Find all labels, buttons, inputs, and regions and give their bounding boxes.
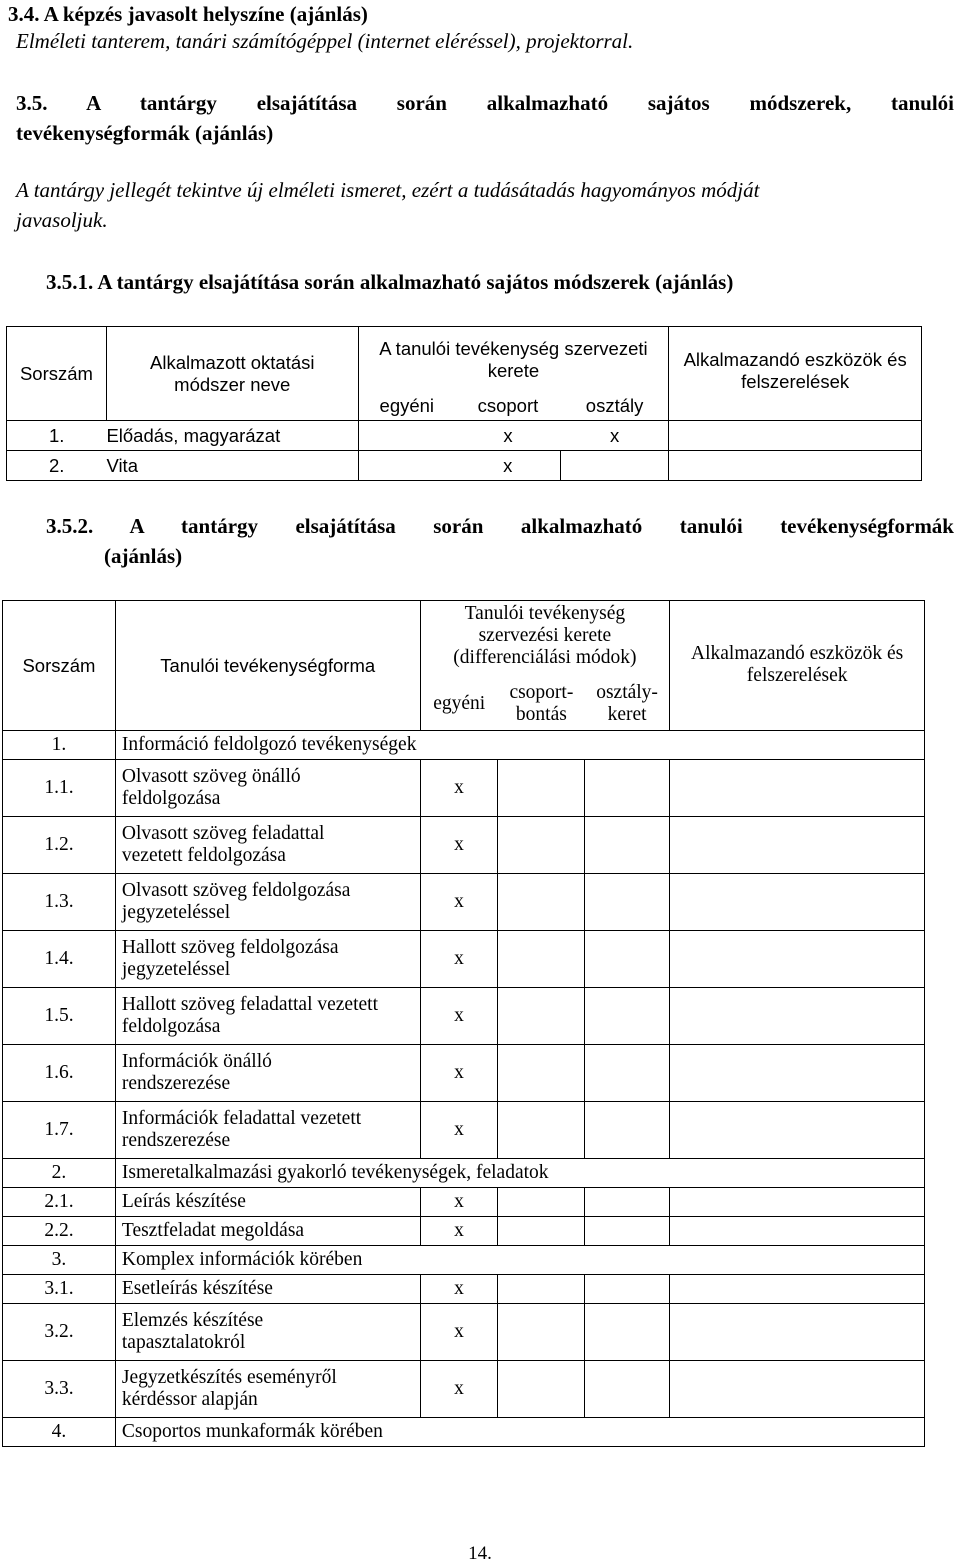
table-row: [3, 817, 925, 874]
row-activity: [115, 931, 420, 988]
row-activity: Csoportos munkaformák körében: [115, 1418, 924, 1447]
row-osztaly: [585, 874, 670, 931]
row-csoport: [498, 1275, 585, 1304]
row-activity: Ismeretalkalmazási gyakorló tevékenységek, feladatok: [115, 1159, 924, 1188]
forms-col-frame-l3: (differenciálási módok): [453, 647, 637, 668]
methods-sub-osztaly: osztály: [561, 393, 669, 421]
row-egyeni: x: [420, 1217, 498, 1246]
forms-col-tools-l1: Alkalmazandó eszközök és: [691, 643, 904, 664]
row-tools: [670, 1217, 925, 1246]
row-csoport: [498, 988, 585, 1045]
methods-table: [6, 326, 922, 481]
forms-col-tools: [670, 601, 925, 731]
forms-sub-osztaly-l2: keret: [607, 704, 647, 726]
section-3-5-1-heading: 3.5.1. A tantárgy elsajátítása során alkalmazható sajátos módszerek (ajánlás): [46, 270, 734, 294]
table-row: [3, 1246, 925, 1275]
row-activity-l2: tapasztalatokról: [121, 1332, 246, 1353]
forms-sub-csoport-l2: bontás: [515, 704, 567, 726]
row-activity-l1: Olvasott szöveg feladattal: [121, 823, 325, 844]
row-activity-l1: Tesztfeladat megoldása: [121, 1220, 305, 1241]
row-activity: [115, 874, 420, 931]
row-num: 1.6.: [3, 1045, 116, 1102]
row-activity-l2: rendszerezése: [121, 1073, 231, 1094]
methods-sub-egyeni: egyéni: [358, 393, 455, 421]
row-tools: [670, 817, 925, 874]
forms-col-frame: [420, 601, 670, 679]
row-activity: [115, 1188, 420, 1217]
row-csoport: [498, 1217, 585, 1246]
row-egyeni: [358, 421, 455, 451]
forms-sub-osztaly-l1: osztály-: [596, 682, 658, 704]
row-egyeni: x: [420, 817, 498, 874]
forms-col-form: Tanulói tevékenységforma: [115, 601, 420, 731]
row-activity: [115, 988, 420, 1045]
row-osztaly: [585, 988, 670, 1045]
row-activity-l2: jegyzeteléssel: [121, 959, 231, 980]
row-egyeni: [358, 451, 455, 481]
row-activity-l2: rendszerezése: [121, 1130, 231, 1151]
row-activity-l1: Olvasott szöveg önálló: [121, 766, 301, 787]
row-tools: [670, 1102, 925, 1159]
row-num: 1.5.: [3, 988, 116, 1045]
row-activity: [115, 817, 420, 874]
table-row: [7, 451, 922, 481]
row-osztaly: [585, 1045, 670, 1102]
row-activity-l1: Hallott szöveg feladattal vezetett: [121, 994, 378, 1015]
row-num: 1.3.: [3, 874, 116, 931]
row-activity-l2: feldolgozása: [121, 788, 221, 809]
row-tools: [670, 1361, 925, 1418]
row-csoport: [498, 760, 585, 817]
table-row: [3, 1188, 925, 1217]
row-activity-l1: Információk feladattal vezetett: [121, 1108, 362, 1129]
row-name: Vita: [106, 451, 358, 481]
row-csoport: [498, 1361, 585, 1418]
row-name: Előadás, magyarázat: [106, 421, 358, 451]
page-number: 14.: [468, 1543, 492, 1564]
section-3-5-heading-line1: 3.5. A tantárgy elsajátítása során alkalmazható sajátos módszerek, tanulói: [16, 91, 954, 115]
row-osztaly: [585, 1188, 670, 1217]
row-activity: [115, 760, 420, 817]
methods-col-frame: [358, 327, 669, 393]
row-tools: [670, 931, 925, 988]
table-row: [3, 988, 925, 1045]
table-row: [3, 874, 925, 931]
row-osztaly: [585, 1361, 670, 1418]
row-activity: [115, 1217, 420, 1246]
section-3-5-2-heading-line1: 3.5.2. A tantárgy elsajátítása során alkalmazható tanulói tevékenységformák: [46, 514, 954, 538]
row-num: 1.: [7, 421, 107, 451]
row-num: 3.1.: [3, 1275, 116, 1304]
forms-sub-csoport: [498, 679, 585, 731]
forms-sub-egyeni: egyéni: [420, 679, 498, 731]
row-egyeni: x: [420, 1102, 498, 1159]
row-num: 3.2.: [3, 1304, 116, 1361]
row-egyeni: x: [420, 988, 498, 1045]
row-osztaly: x: [561, 421, 669, 451]
row-num: 2.: [3, 1159, 116, 1188]
table-row: [3, 1361, 925, 1418]
row-tools: [669, 421, 922, 451]
methods-col-tools: [669, 327, 922, 421]
row-osztaly: [585, 1217, 670, 1246]
row-tools: [670, 1188, 925, 1217]
table-row: [3, 931, 925, 988]
row-csoport: [498, 1102, 585, 1159]
forms-sub-osztaly: [585, 679, 670, 731]
row-num: 2.1.: [3, 1188, 116, 1217]
row-csoport: [498, 1304, 585, 1361]
table-row: [3, 1102, 925, 1159]
activity-forms-table: [2, 600, 925, 1447]
methods-col-sorszam: Sorszám: [7, 327, 107, 421]
row-num: 2.: [7, 451, 107, 481]
row-activity-l1: Leírás készítése: [121, 1191, 246, 1212]
table-row: [3, 760, 925, 817]
row-activity-l1: Hallott szöveg feldolgozása: [121, 937, 339, 958]
row-osztaly: [585, 1304, 670, 1361]
row-num: 1.: [3, 731, 116, 760]
forms-col-frame-l1: Tanulói tevékenység: [464, 603, 626, 624]
row-tools: [670, 988, 925, 1045]
row-csoport: [498, 874, 585, 931]
methods-col-method: [106, 327, 358, 421]
row-csoport: x: [455, 451, 561, 481]
table-row: [3, 1217, 925, 1246]
row-csoport: [498, 931, 585, 988]
row-num: 1.1.: [3, 760, 116, 817]
row-activity: Komplex információk körében: [115, 1246, 924, 1275]
table-row: [3, 1418, 925, 1447]
methods-col-method-l2: módszer neve: [174, 373, 291, 395]
table-row: [3, 731, 925, 760]
row-num: 1.4.: [3, 931, 116, 988]
forms-col-tools-l2: felszerelések: [746, 665, 848, 686]
row-activity-l2: feldolgozása: [121, 1016, 221, 1037]
row-tools: [670, 760, 925, 817]
section-3-5-text-line2: javasoljuk.: [16, 208, 108, 232]
methods-col-frame-l2: kerete: [487, 359, 540, 381]
forms-sub-csoport-l1: csoport-: [509, 682, 574, 704]
table-row: [3, 1304, 925, 1361]
row-activity: [115, 1102, 420, 1159]
row-osztaly: [561, 451, 669, 481]
section-3-4-text: Elméleti tanterem, tanári számítógéppel (internet eléréssel), projektorral.: [16, 29, 634, 53]
row-egyeni: x: [420, 874, 498, 931]
row-activity-l1: Esetleírás készítése: [121, 1278, 273, 1299]
row-osztaly: [585, 1275, 670, 1304]
row-activity-l2: jegyzeteléssel: [121, 902, 231, 923]
row-osztaly: [585, 1102, 670, 1159]
row-num: 1.7.: [3, 1102, 116, 1159]
methods-col-frame-l1: A tanulói tevékenység szervezeti: [379, 337, 648, 359]
row-activity-l1: Olvasott szöveg feldolgozása: [121, 880, 351, 901]
row-egyeni: x: [420, 1361, 498, 1418]
row-egyeni: x: [420, 1188, 498, 1217]
table-row: [3, 1045, 925, 1102]
table-row: [3, 1275, 925, 1304]
row-activity: [115, 1275, 420, 1304]
row-egyeni: x: [420, 1275, 498, 1304]
section-3-5-text-line1: A tantárgy jellegét tekintve új elméleti ismeret, ezért a tudásátadás hagyományos módját: [16, 178, 760, 202]
row-activity: [115, 1045, 420, 1102]
forms-col-frame-l2: szervezési kerete: [478, 625, 612, 646]
row-osztaly: [585, 817, 670, 874]
row-activity-l2: kérdéssor alapján: [121, 1389, 258, 1410]
row-activity: Információ feldolgozó tevékenységek: [115, 731, 924, 760]
table-row: [3, 1159, 925, 1188]
row-csoport: [498, 817, 585, 874]
row-num: 3.3.: [3, 1361, 116, 1418]
row-egyeni: x: [420, 760, 498, 817]
row-activity-l1: Elemzés készítése: [121, 1310, 264, 1331]
row-tools: [670, 1304, 925, 1361]
row-csoport: x: [455, 421, 561, 451]
row-tools: [670, 1045, 925, 1102]
row-osztaly: [585, 931, 670, 988]
section-3-5-2-heading-line2: (ajánlás): [104, 544, 183, 568]
row-osztaly: [585, 760, 670, 817]
row-csoport: [498, 1045, 585, 1102]
row-num: 2.2.: [3, 1217, 116, 1246]
row-activity: [115, 1304, 420, 1361]
row-tools: [669, 451, 922, 481]
row-activity: [115, 1361, 420, 1418]
row-activity-l1: Információk önálló: [121, 1051, 272, 1072]
row-tools: [670, 874, 925, 931]
methods-sub-csoport: csoport: [455, 393, 561, 421]
row-csoport: [498, 1188, 585, 1217]
row-activity-l2: vezetett feldolgozása: [121, 845, 286, 866]
section-3-5-heading-line2: tevékenységformák (ajánlás): [16, 121, 274, 145]
row-num: 3.: [3, 1246, 116, 1275]
row-egyeni: x: [420, 1304, 498, 1361]
methods-col-tools-l2: felszerelések: [741, 371, 850, 392]
table-row: [7, 421, 922, 451]
methods-col-tools-l1: Alkalmazandó eszközök és: [683, 349, 907, 370]
row-activity-l1: Jegyzetkészítés eseményről: [121, 1367, 337, 1388]
section-3-4-heading: 3.4. A képzés javasolt helyszíne (ajánlás): [8, 2, 368, 26]
row-tools: [670, 1275, 925, 1304]
methods-col-method-l1: Alkalmazott oktatási: [150, 351, 315, 373]
row-num: 1.2.: [3, 817, 116, 874]
row-egyeni: x: [420, 1045, 498, 1102]
row-num: 4.: [3, 1418, 116, 1447]
row-egyeni: x: [420, 931, 498, 988]
forms-col-sorszam: Sorszám: [3, 601, 116, 731]
